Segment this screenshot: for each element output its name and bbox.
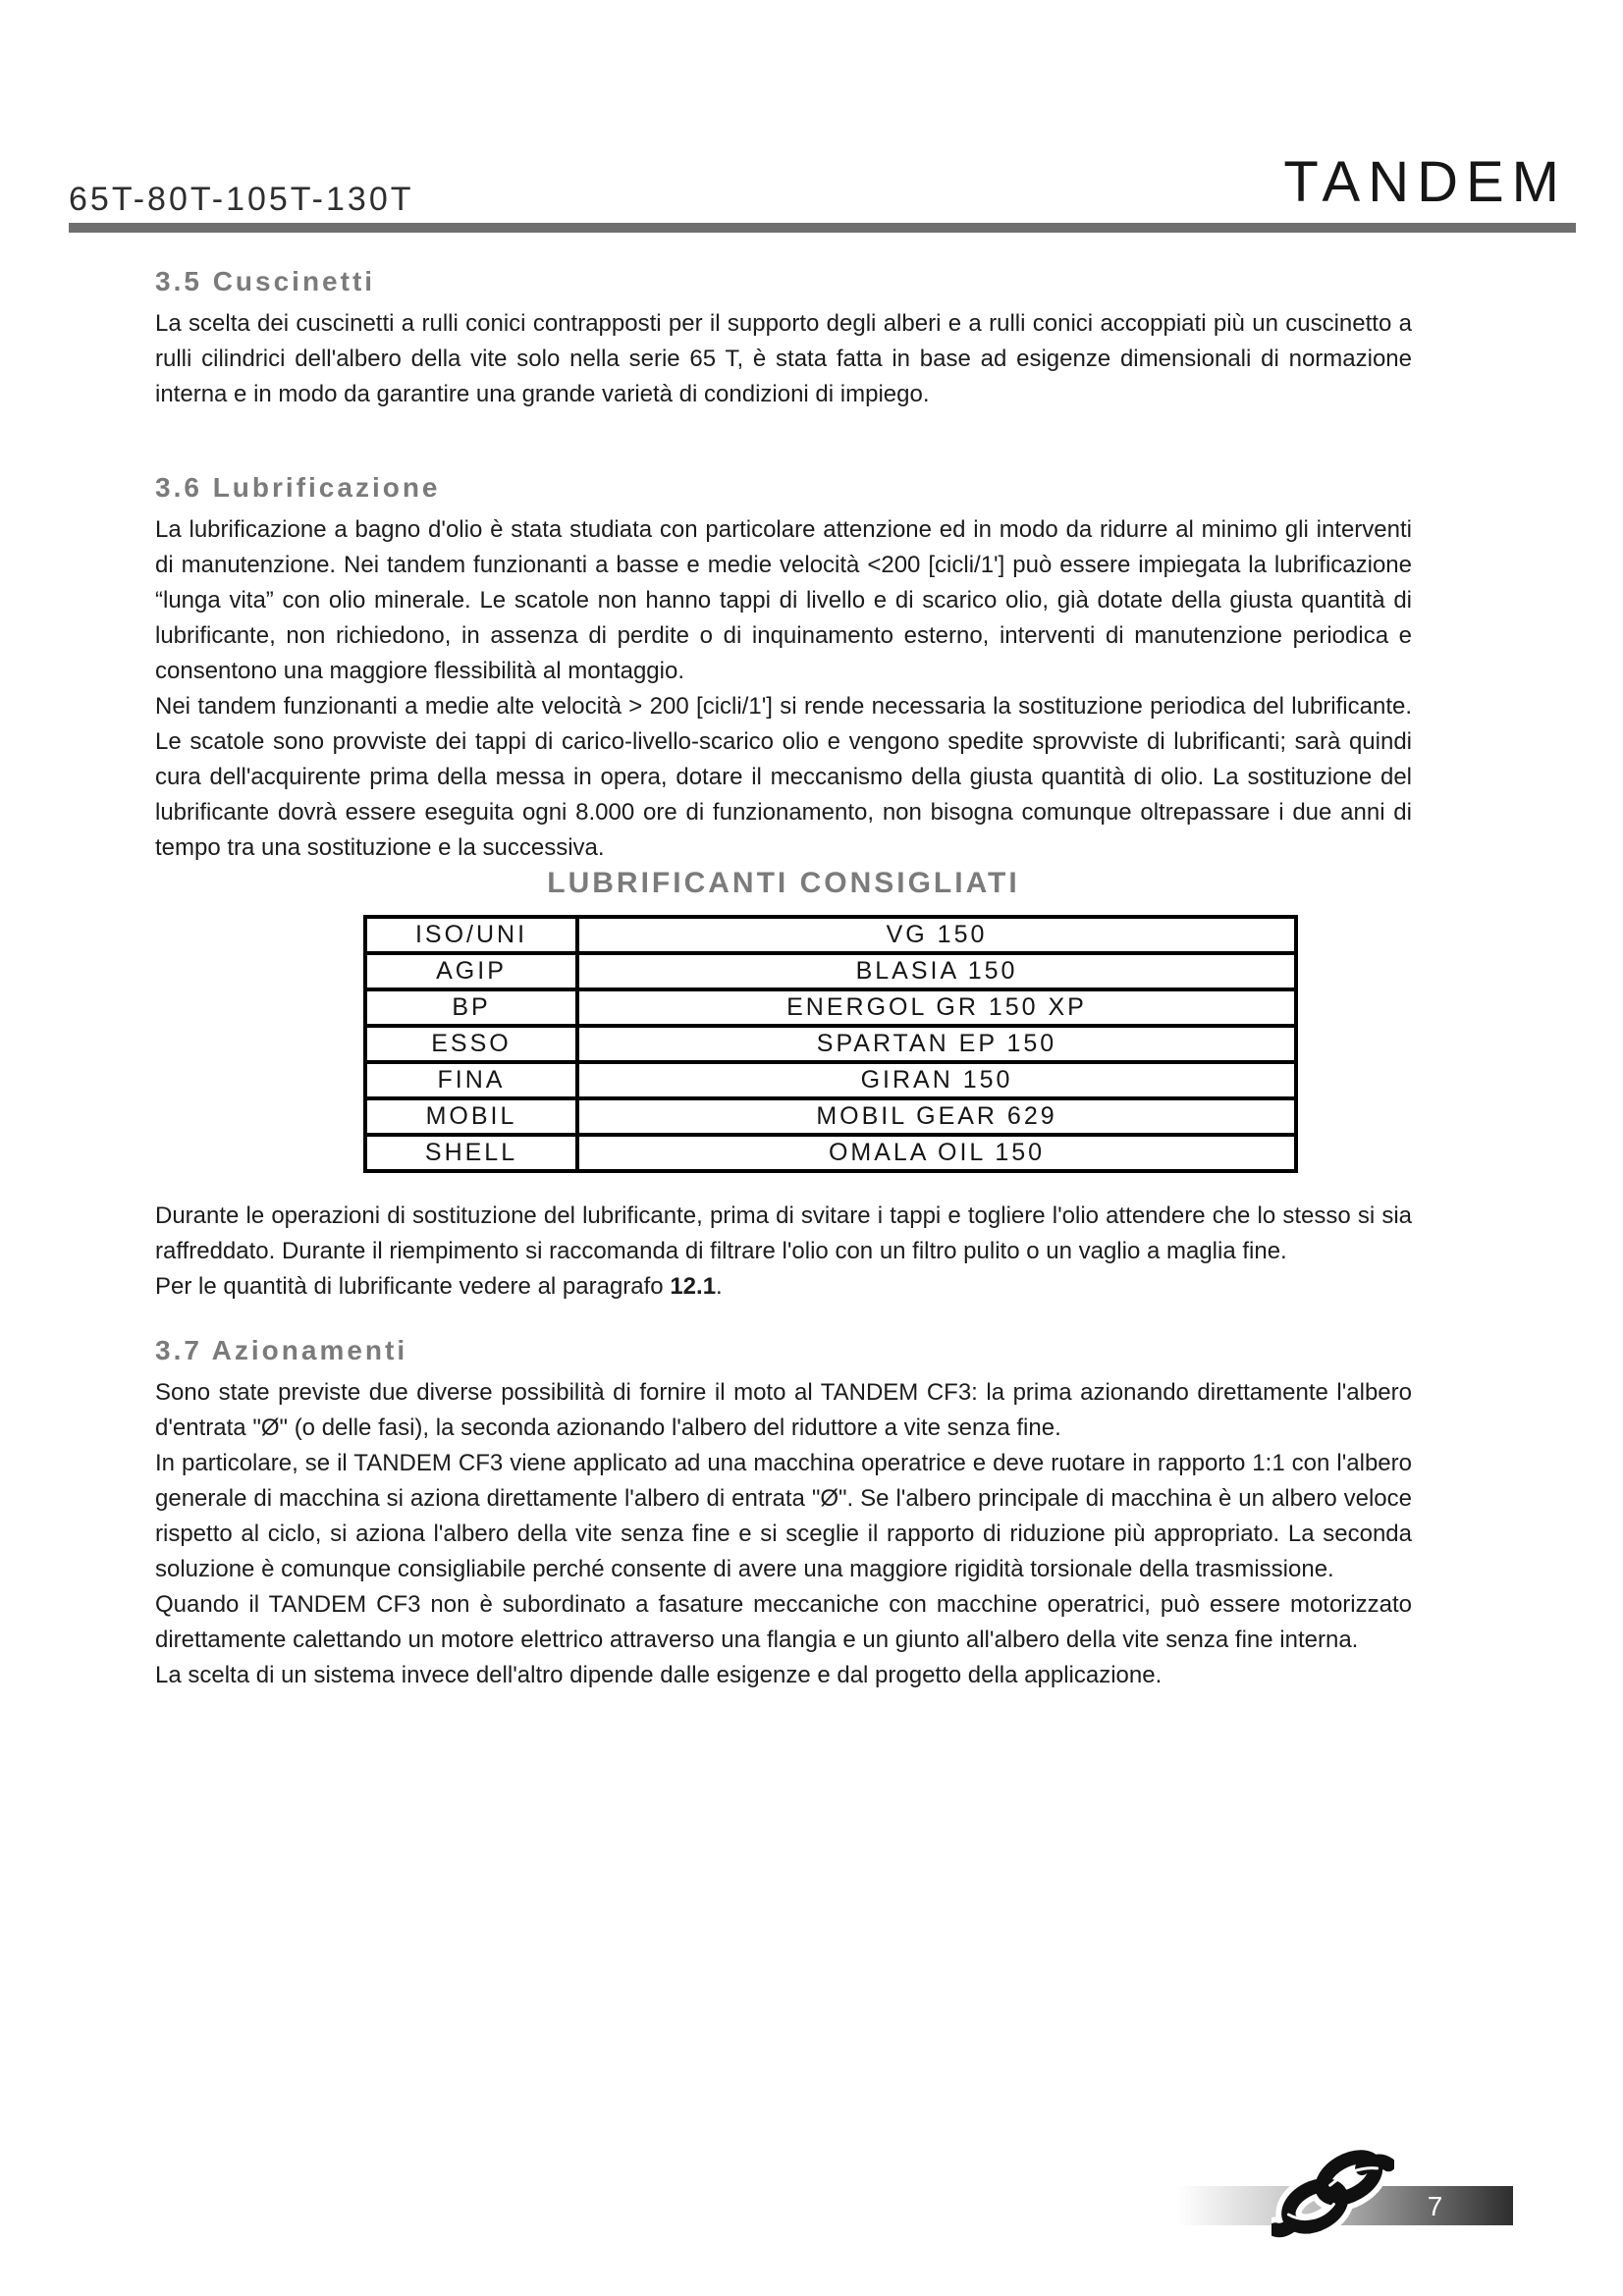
section-3-7 — [155, 1334, 1412, 1693]
table-row — [365, 1098, 1296, 1135]
section-3-7-heading: 3.7 Azionamenti — [155, 1335, 408, 1365]
table-cell-brand: AGIP — [365, 953, 577, 989]
table-cell-brand: FINA — [365, 1062, 577, 1098]
page-content — [155, 265, 1412, 1693]
table-cell-brand: ESSO — [365, 1026, 577, 1062]
brand-title: TANDEM — [1283, 150, 1567, 214]
section-3-6 — [155, 471, 1412, 866]
lubricant-change-note: Durante le operazioni di sostituzione del lubrificante, prima di svitare i tappi e togliere l'olio attendere che lo stesso si sia raffreddato. Durante il riempimento si raccomanda di filtrare l'olio con un filtro pulito o un vaglio a maglia fine. — [155, 1202, 1412, 1264]
table-cell-brand: BP — [365, 989, 577, 1026]
table-row — [365, 953, 1296, 989]
reference-text: Per le quantità di lubrificante vedere al paragrafo — [155, 1273, 671, 1300]
section-3-5 — [155, 265, 1412, 412]
paragraph-reference: 12.1 — [670, 1273, 717, 1300]
table-cell-product: SPARTAN EP 150 — [577, 1026, 1296, 1062]
table-row — [365, 989, 1296, 1026]
lubricants-table — [363, 915, 1298, 1173]
table-cell-product: MOBIL GEAR 629 — [577, 1098, 1296, 1135]
page-number: 7 — [1427, 2191, 1444, 2221]
reference-period: . — [716, 1273, 723, 1300]
table-cell-product: ENERGOL GR 150 XP — [577, 989, 1296, 1026]
header-rule — [69, 223, 1576, 233]
quantity-reference-note — [155, 1269, 1412, 1305]
model-range-title: 65T-80T-105T-130T — [69, 181, 414, 218]
table-cell-product: VG 150 — [577, 917, 1296, 953]
table-cell-brand: SHELL — [365, 1135, 577, 1171]
section-3-5-paragraph: La scelta dei cuscinetti a rulli conici contrapposti per il supporto degli alberi e a rulli conici accoppiati più un cuscinetto a rulli cilindrici dell'albero della vite solo nella serie 65 T, è stata fatta in base ad esigenze dimensionali di normazione interna e in modo da garantire una grande varietà di condizioni di impiego. — [155, 310, 1412, 407]
lubricants-table-title: LUBRIFICANTI CONSIGLIATI — [547, 867, 1020, 899]
table-row — [365, 1135, 1296, 1171]
table-row — [365, 917, 1296, 953]
table-cell-product: GIRAN 150 — [577, 1062, 1296, 1098]
table-cell-brand: ISO/UNI — [365, 917, 577, 953]
table-cell-product: BLASIA 150 — [577, 953, 1296, 989]
section-3-6-paragraph-1: La lubrificazione a bagno d'olio è stata studiata con particolare attenzione ed in modo da ridurre al minimo gli interventi di manutenzione. Nei tandem funzionanti a basse e medie velocità <200 [cicli/1'] può essere impiegata la lubrificazione “lunga vita” con olio minerale. Le scatole non hanno tappi di livello e di scarico olio, già dotate della giusta quantità di lubrificante, non richiedono, in assenza di perdite o di inquinamento esterno, interventi di manutenzione periodica e consentono una maggiore flessibilità al montaggio. — [155, 516, 1412, 684]
table-cell-product: OMALA OIL 150 — [577, 1135, 1296, 1171]
section-3-6-paragraph-2: Nei tandem funzionanti a medie alte velocità > 200 [cicli/1'] si rende necessaria la sostituzione periodica del lubrificante. Le scatole sono provviste dei tappi di carico-livello-scarico olio e vengono spedite sprovviste di lubrificanti; sarà quindi cura dell'acquirente prima della messa in opera, dotare il meccanismo della giusta quantità di olio. La sostituzione del lubrificante dovrà essere eseguita ogni 8.000 ore di funzionamento, non bisogna comunque oltrepassare i due anni di tempo tra una sostituzione e la successiva. — [155, 693, 1412, 861]
after-table-notes — [155, 1199, 1412, 1305]
table-cell-brand: MOBIL — [365, 1098, 577, 1135]
section-3-7-paragraph-1: Sono state previste due diverse possibilità di fornire il moto al TANDEM CF3: la prima azionando direttamente l'albero d'entrata "Ø" (o delle fasi), la seconda azionando l'albero del riduttore a vite senza fine. — [155, 1379, 1412, 1441]
table-row — [365, 1062, 1296, 1098]
section-3-5-heading: 3.5 Cuscinetti — [155, 266, 376, 296]
section-3-7-paragraph-2: In particolare, se il TANDEM CF3 viene applicato ad una macchina operatrice e deve ruotare in rapporto 1:1 con l'albero generale di macchina si aziona direttamente l'albero di entrata "Ø". Se l'albero principale di macchina è un albero veloce rispetto al ciclo, si aziona l'albero della vite senza fine e si sceglie il rapporto di riduzione più appropriato. La seconda soluzione è comunque consigliabile perché consente di avere una maggiore rigidità torsionale della trasmissione. — [155, 1450, 1412, 1582]
section-3-7-paragraph-3: Quando il TANDEM CF3 non è subordinato a fasature meccaniche con macchine operatrici, può essere motorizzato direttamente calettando un motore elettrico attraverso una flangia e un giunto all'albero della vite senza fine interna. — [155, 1591, 1412, 1653]
section-3-7-paragraph-4: La scelta di un sistema invece dell'altro dipende dalle esigenze e dal progetto della applicazione. — [155, 1662, 1163, 1688]
knot-logo — [1271, 2136, 1394, 2246]
section-3-6-heading: 3.6 Lubrificazione — [155, 472, 441, 503]
table-row — [365, 1026, 1296, 1062]
